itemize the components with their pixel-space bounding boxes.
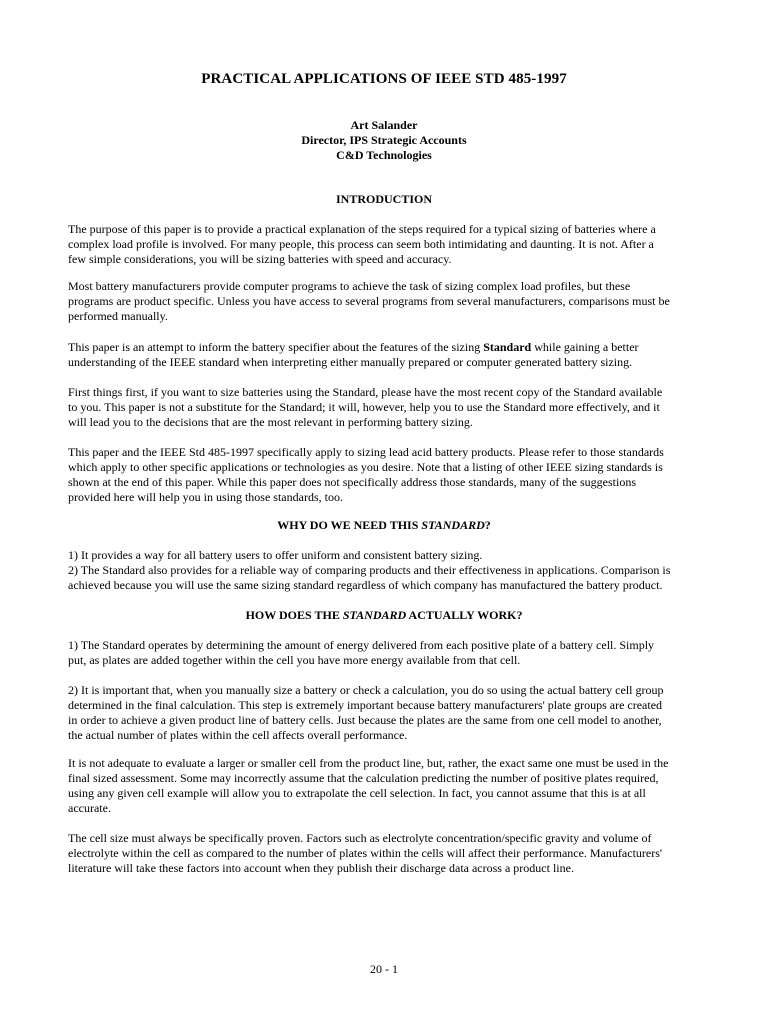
intro-paragraph-1	[68, 222, 708, 267]
paragraph-line: achieved because you will use the same sizing standard regardless of which company has manufactured the battery product.	[68, 578, 663, 592]
paragraph-line: determined in the final calculation. This step is extremely important because battery manufacturers' plate groups are created	[68, 698, 663, 712]
heading-text: ?	[484, 518, 491, 532]
paragraph-line: which apply to other specific applications or technologies as you desire. Note that a listing of other IEEE sizing standards is	[68, 460, 663, 474]
paragraph-line	[68, 340, 708, 355]
paragraph-line: will lead you to the decisions that are the most relevant in performing battery sizing.	[68, 415, 473, 429]
paragraph-line: understanding of the IEEE standard when interpreting either manually prepared or computer generated battery sizing.	[68, 355, 633, 369]
paragraph-line: put, as plates are added together within the cell you have more energy available from that cell.	[68, 653, 521, 667]
intro-paragraph-3	[68, 340, 708, 370]
paragraph-line: accurate.	[68, 801, 111, 815]
paragraph-line: the actual number of plates within the cell affects overall performance.	[68, 728, 408, 742]
how-heading	[0, 608, 768, 623]
how-paragraph-4	[68, 831, 708, 876]
paragraph-line: 1) It provides a way for all battery users to offer uniform and consistent battery sizing.	[68, 548, 483, 562]
paragraph-line: First things first, if you want to size batteries using the Standard, please have the most recent copy of the Standard available	[68, 385, 663, 399]
paragraph-line: using any given cell example will allow you to extrapolate the cell selection. In fact, you cannot assume that this is at all	[68, 786, 646, 800]
line-text: while gaining a better	[531, 340, 639, 354]
author-name: Art Salander	[350, 118, 418, 132]
heading-text: HOW DOES THE	[245, 608, 343, 622]
paragraph-line: The cell size must always be specifically proven. Factors such as electrolyte concentration/specific gravity and volume of	[68, 831, 652, 845]
paragraph-line: provided here will help you in using those standards, too.	[68, 490, 343, 504]
paragraph-line: to you. This paper is not a substitute for the Standard; it will, however, help you to use the Standard more effectively, and it	[68, 400, 660, 414]
paragraph-line: Most battery manufacturers provide computer programs to achieve the task of sizing complex load profiles, but these	[68, 279, 631, 293]
paragraph-line: programs are product specific. Unless you have access to several programs from several manufacturers, comparisons must be	[68, 294, 670, 308]
line-text: This paper is an attempt to inform the battery specifier about the features of the sizing	[68, 340, 484, 354]
paragraph-line: electrolyte within the cell as compared to the number of plates within the cells will affect their performance. Manufacturers'	[68, 846, 663, 860]
paragraph-line: performed manually.	[68, 309, 168, 323]
paragraph-line: final sized assessment. Some may incorrectly assume that the calculation predicting the number of positive plates required,	[68, 771, 659, 785]
paragraph-line: few simple considerations, you will be sizing batteries with speed and accuracy.	[68, 252, 452, 266]
how-paragraph-1	[68, 638, 708, 668]
author-block	[0, 118, 768, 163]
paragraph-line: It is not adequate to evaluate a larger or smaller cell from the product line, but, rather, the exact same one must be used in the	[68, 756, 669, 770]
intro-paragraph-2	[68, 279, 708, 324]
heading-text: WHY DO WE NEED THIS	[277, 518, 422, 532]
introduction-heading: INTRODUCTION	[335, 192, 432, 206]
author-company: C&D Technologies	[336, 148, 432, 162]
how-paragraph-3	[68, 756, 708, 816]
document-title: PRACTICAL APPLICATIONS OF IEEE STD 485-1997	[201, 71, 567, 87]
paragraph-line: complex load profile is involved. For many people, this process can seem both intimidating and daunting. It is not. After a	[68, 237, 654, 251]
paragraph-line: in order to achieve a given product line of battery cells. Just because the plates are the same from one cell model to another,	[68, 713, 662, 727]
heading-italic: STANDARD	[342, 608, 407, 622]
paragraph-line: 2) It is important that, when you manually size a battery or check a calculation, you do so using the actual battery cell group	[68, 683, 664, 697]
intro-paragraph-4	[68, 385, 708, 430]
why-heading	[0, 518, 768, 533]
bold-standard-term: Standard	[483, 340, 532, 354]
page-number: 20 - 1	[370, 962, 398, 976]
paragraph-line: This paper and the IEEE Std 485-1997 specifically apply to sizing lead acid battery products. Please refer to those standards	[68, 445, 664, 459]
author-role: Director, IPS Strategic Accounts	[301, 133, 467, 147]
paragraph-line: 2) The Standard also provides for a reliable way of comparing products and their effectiveness in applications. Comparison is	[68, 563, 671, 577]
how-paragraph-2	[68, 683, 708, 743]
why-paragraph	[68, 548, 708, 593]
heading-text: ACTUALLY WORK?	[406, 608, 523, 622]
intro-paragraph-5	[68, 445, 708, 505]
paragraph-line: shown at the end of this paper. While this paper does not specifically address those standards, many of the suggestions	[68, 475, 636, 489]
paragraph-line: The purpose of this paper is to provide a practical explanation of the steps required for a typical sizing of batteries where a	[68, 222, 656, 236]
paragraph-line: literature will take these factors into account when they publish their discharge data across a product line.	[68, 861, 574, 875]
heading-italic: STANDARD	[421, 518, 485, 532]
paragraph-line: 1) The Standard operates by determining the amount of energy delivered from each positive plate of a battery cell. Simply	[68, 638, 655, 652]
